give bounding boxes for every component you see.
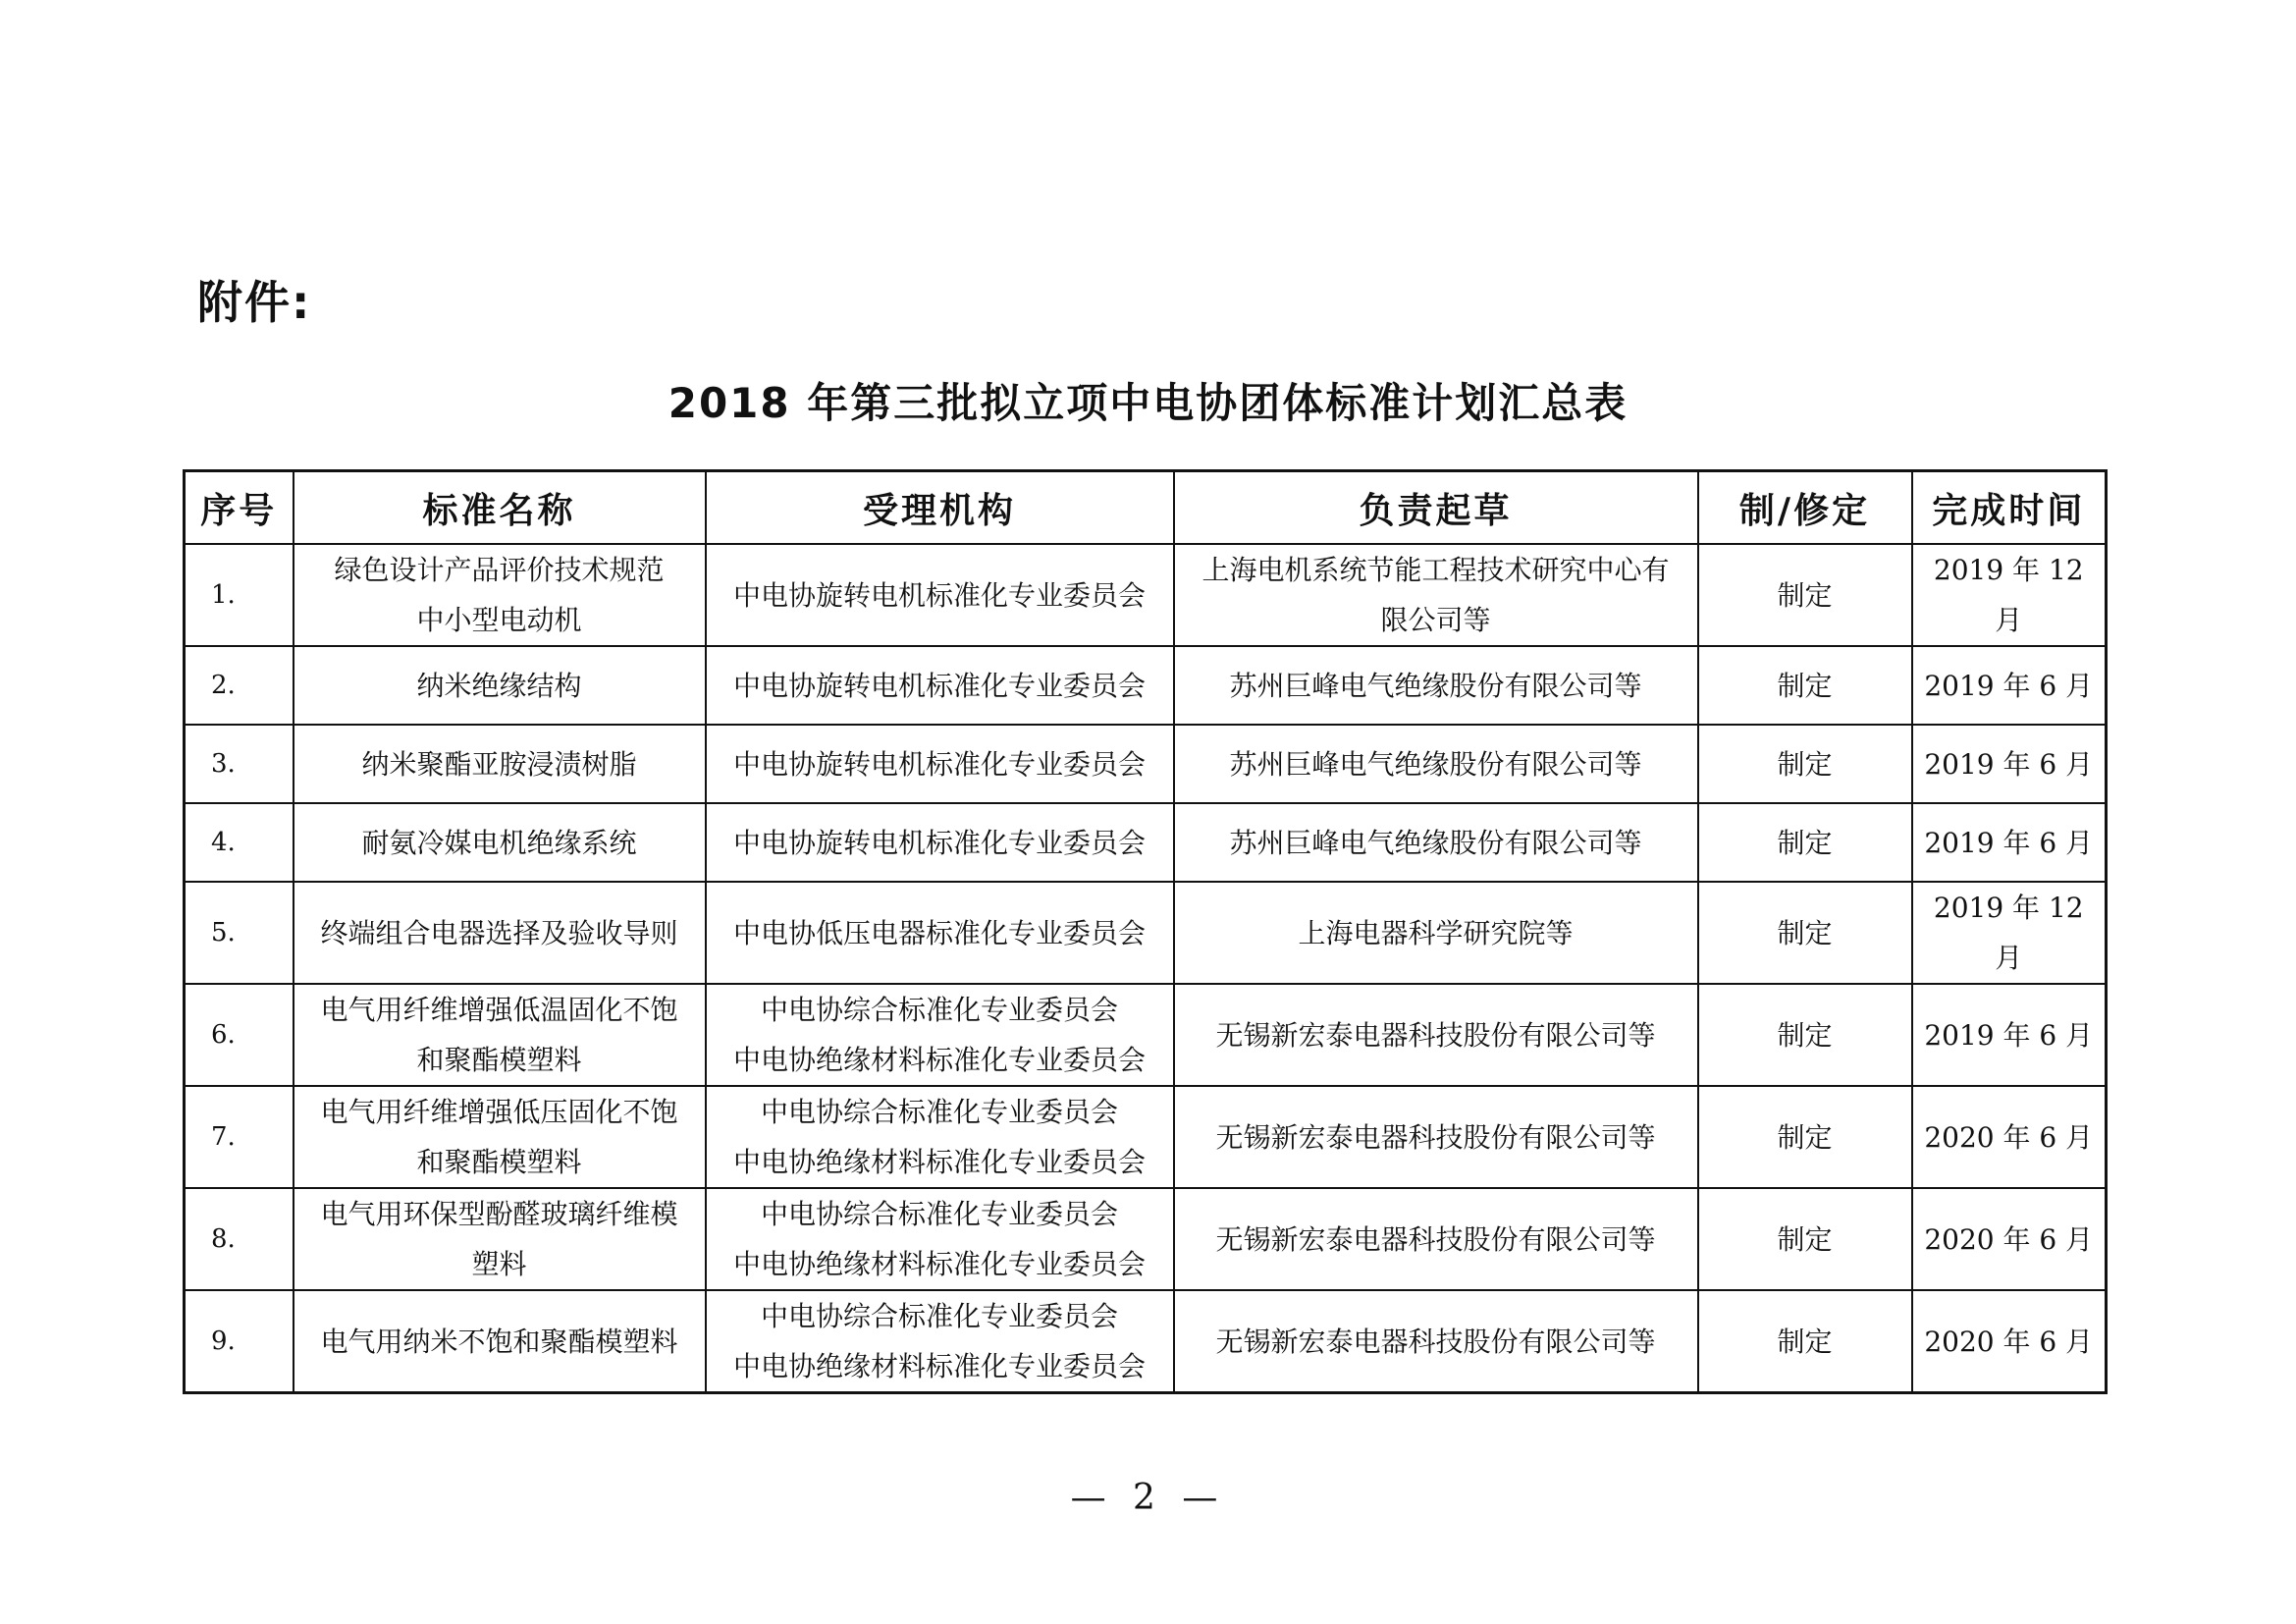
drafter-line: 苏州巨峰电气绝缘股份有限公司等 <box>1229 826 1642 859</box>
standard-name-line: 和聚酯模塑料 <box>416 1146 582 1178</box>
cell-standard-name <box>294 544 706 646</box>
standard-name-line: 电气用环保型酚醛玻璃纤维模 <box>320 1198 678 1230</box>
cell-type: 制定 <box>1698 544 1912 646</box>
cell-type: 制定 <box>1698 725 1912 803</box>
drafter-line: 限公司等 <box>1380 604 1491 636</box>
cell-drafter <box>1174 1086 1698 1188</box>
cell-standard-name <box>294 1086 706 1188</box>
receiving-org-line: 中电协旋转电机标准化专业委员会 <box>732 578 1146 612</box>
header-seq: 序号 <box>185 471 294 545</box>
cell-drafter <box>1174 725 1698 803</box>
document-title: 2018 年第三批拟立项中电协团体标准计划汇总表 <box>667 379 1629 427</box>
cell-receiving-org <box>706 1086 1174 1188</box>
cell-receiving-org <box>706 1290 1174 1393</box>
receiving-org-line: 中电协综合标准化专业委员会 <box>760 1096 1118 1128</box>
cell-drafter <box>1174 882 1698 984</box>
header-standard-name: 标准名称 <box>294 471 706 545</box>
cell-receiving-org <box>706 544 1174 646</box>
cell-completion: 2019 年 6 月 <box>1912 803 2107 882</box>
drafter-line: 苏州巨峰电气绝缘股份有限公司等 <box>1229 669 1642 702</box>
cell-drafter <box>1174 1290 1698 1393</box>
cell-seq: 4. <box>185 803 294 882</box>
standard-name-line: 和聚酯模塑料 <box>416 1044 582 1076</box>
table-row <box>185 725 2107 803</box>
receiving-org-line: 中电协绝缘材料标准化专业委员会 <box>732 1044 1146 1076</box>
cell-seq: 9. <box>185 1290 294 1393</box>
cell-receiving-org <box>706 1188 1174 1290</box>
receiving-org-line: 中电协综合标准化专业委员会 <box>760 1300 1118 1332</box>
cell-completion: 2019 年 12 月 <box>1912 882 2107 984</box>
cell-standard-name <box>294 882 706 984</box>
standard-name-line: 耐氨冷媒电机绝缘系统 <box>361 826 637 859</box>
drafter-line: 无锡新宏泰电器科技股份有限公司等 <box>1215 1325 1656 1358</box>
cell-standard-name <box>294 984 706 1086</box>
cell-standard-name <box>294 1290 706 1393</box>
drafter-line: 无锡新宏泰电器科技股份有限公司等 <box>1215 1120 1656 1154</box>
table-row <box>185 882 2107 984</box>
table-row <box>185 1188 2107 1290</box>
cell-receiving-org <box>706 803 1174 882</box>
table-row <box>185 1290 2107 1393</box>
table-body <box>185 544 2107 1393</box>
cell-standard-name <box>294 1188 706 1290</box>
cell-seq: 3. <box>185 725 294 803</box>
cell-type: 制定 <box>1698 803 1912 882</box>
page-number: — 2 — <box>1070 1478 1226 1518</box>
cell-receiving-org <box>706 646 1174 725</box>
cell-type: 制定 <box>1698 1290 1912 1393</box>
receiving-org-line: 中电协绝缘材料标准化专业委员会 <box>732 1146 1146 1178</box>
cell-standard-name <box>294 646 706 725</box>
receiving-org-line: 中电协综合标准化专业委员会 <box>760 1198 1118 1230</box>
cell-type: 制定 <box>1698 882 1912 984</box>
cell-completion: 2019 年 6 月 <box>1912 725 2107 803</box>
receiving-org-line: 中电协绝缘材料标准化专业委员会 <box>732 1350 1146 1382</box>
receiving-org-line: 中电协旋转电机标准化专业委员会 <box>732 747 1146 781</box>
cell-type: 制定 <box>1698 1086 1912 1188</box>
drafter-line: 无锡新宏泰电器科技股份有限公司等 <box>1215 1222 1656 1256</box>
cell-receiving-org <box>706 725 1174 803</box>
cell-receiving-org <box>706 984 1174 1086</box>
receiving-org-line: 中电协绝缘材料标准化专业委员会 <box>732 1248 1146 1280</box>
cell-standard-name <box>294 725 706 803</box>
cell-drafter <box>1174 544 1698 646</box>
receiving-org-line: 中电协低压电器标准化专业委员会 <box>732 916 1146 949</box>
standard-name-line: 终端组合电器选择及验收导则 <box>320 916 678 949</box>
standard-name-line: 纳米绝缘结构 <box>416 669 582 702</box>
table-row <box>185 646 2107 725</box>
drafter-line: 上海电器科学研究院等 <box>1298 916 1574 949</box>
cell-drafter <box>1174 1188 1698 1290</box>
drafter-line: 苏州巨峰电气绝缘股份有限公司等 <box>1229 747 1642 781</box>
table-row <box>185 1086 2107 1188</box>
table-row <box>185 803 2107 882</box>
cell-drafter <box>1174 984 1698 1086</box>
standard-name-line: 塑料 <box>471 1248 527 1280</box>
cell-completion: 2019 年 6 月 <box>1912 646 2107 725</box>
cell-seq: 7. <box>185 1086 294 1188</box>
header-type: 制/修定 <box>1698 471 1912 545</box>
cell-completion: 2020 年 6 月 <box>1912 1086 2107 1188</box>
cell-type: 制定 <box>1698 1188 1912 1290</box>
table-header-row <box>185 471 2107 545</box>
standard-name-line: 中小型电动机 <box>416 604 582 636</box>
standard-name-line: 电气用纤维增强低温固化不饱 <box>320 994 678 1026</box>
cell-seq: 6. <box>185 984 294 1086</box>
standards-plan-table <box>183 469 2108 1394</box>
cell-seq: 5. <box>185 882 294 984</box>
cell-type: 制定 <box>1698 984 1912 1086</box>
header-receiving-org: 受理机构 <box>706 471 1174 545</box>
cell-receiving-org <box>706 882 1174 984</box>
standard-name-line: 电气用纳米不饱和聚酯模塑料 <box>320 1325 678 1358</box>
cell-drafter <box>1174 803 1698 882</box>
standard-name-line: 绿色设计产品评价技术规范 <box>334 554 665 586</box>
cell-drafter <box>1174 646 1698 725</box>
header-completion: 完成时间 <box>1912 471 2107 545</box>
cell-completion: 2020 年 6 月 <box>1912 1188 2107 1290</box>
receiving-org-line: 中电协综合标准化专业委员会 <box>760 994 1118 1026</box>
cell-completion: 2019 年 6 月 <box>1912 984 2107 1086</box>
standard-name-line: 电气用纤维增强低压固化不饱 <box>320 1096 678 1128</box>
cell-completion: 2020 年 6 月 <box>1912 1290 2107 1393</box>
drafter-line: 无锡新宏泰电器科技股份有限公司等 <box>1215 1018 1656 1052</box>
table-row <box>185 544 2107 646</box>
header-drafter: 负责起草 <box>1174 471 1698 545</box>
standard-name-line: 纳米聚酯亚胺浸渍树脂 <box>361 747 637 781</box>
receiving-org-line: 中电协旋转电机标准化专业委员会 <box>732 826 1146 859</box>
cell-standard-name <box>294 803 706 882</box>
cell-seq: 2. <box>185 646 294 725</box>
cell-type: 制定 <box>1698 646 1912 725</box>
table-row <box>185 984 2107 1086</box>
cell-seq: 1. <box>185 544 294 646</box>
cell-completion: 2019 年 12 月 <box>1912 544 2107 646</box>
receiving-org-line: 中电协旋转电机标准化专业委员会 <box>732 669 1146 702</box>
drafter-line: 上海电机系统节能工程技术研究中心有 <box>1201 554 1670 586</box>
cell-seq: 8. <box>185 1188 294 1290</box>
attachment-label: 附件: <box>197 276 312 329</box>
